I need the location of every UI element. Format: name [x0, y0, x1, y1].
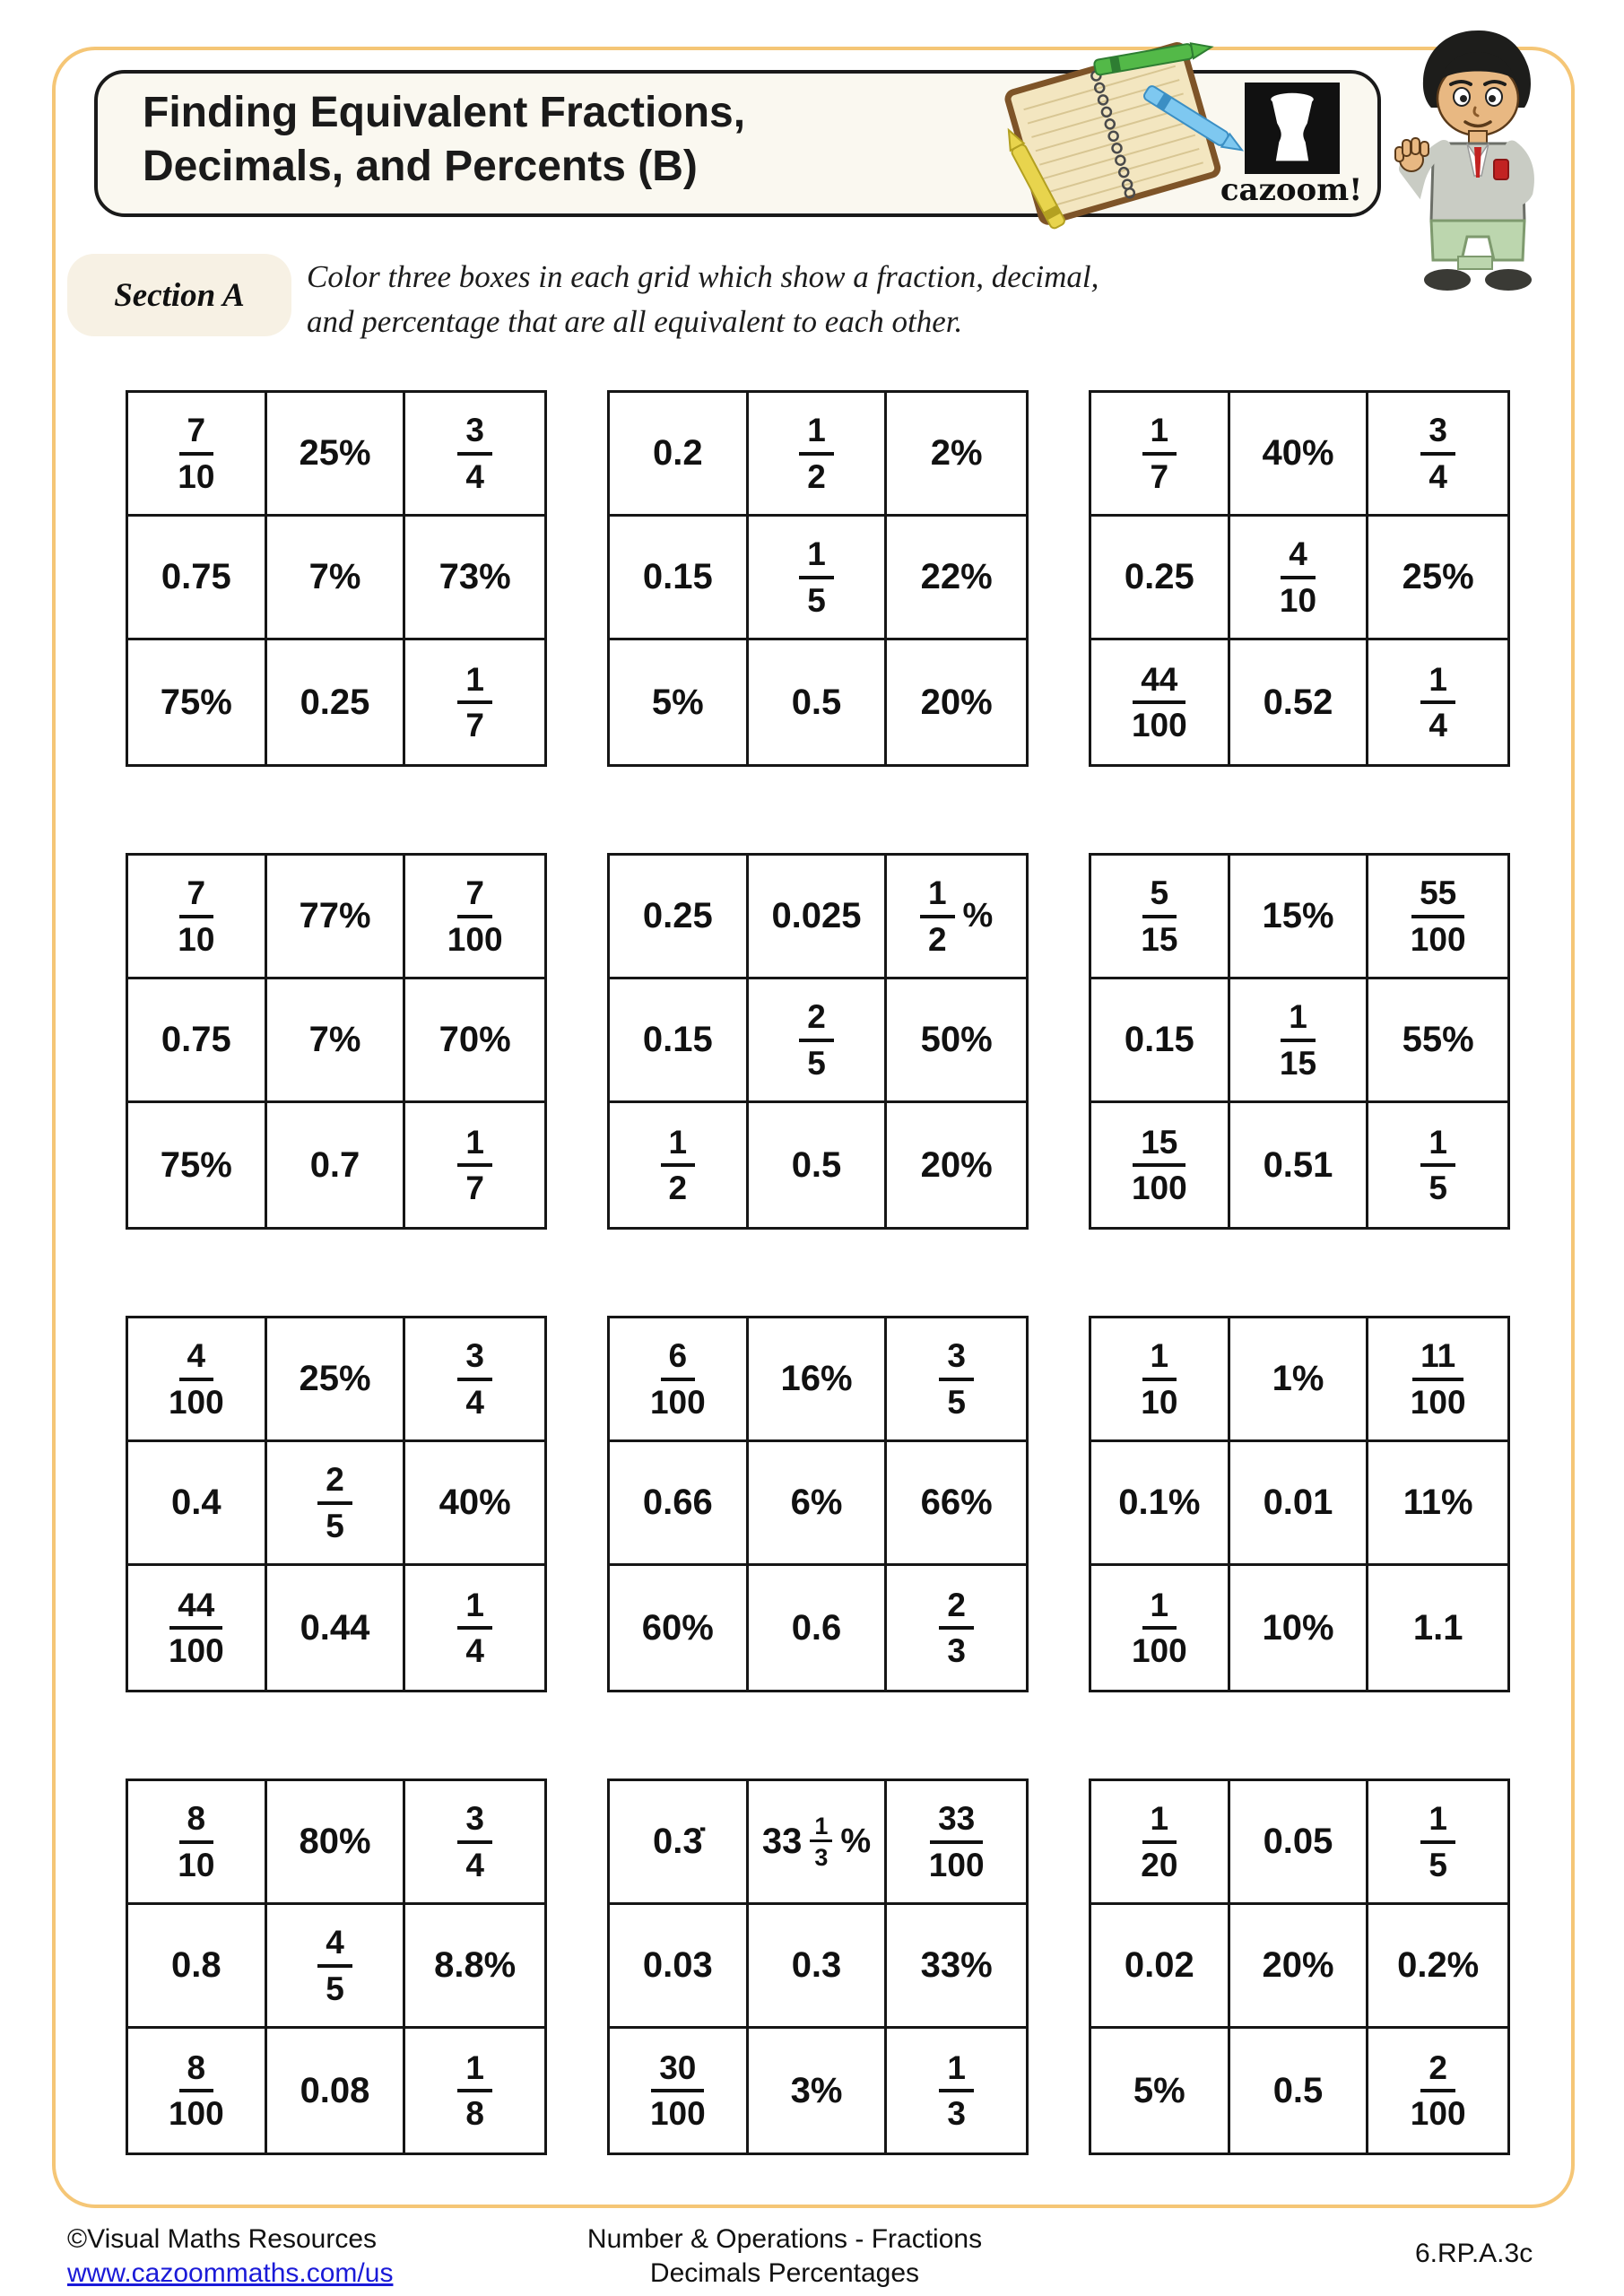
fraction-value: $\frac{1}{7}$ [457, 661, 492, 744]
fraction-value: $\frac{2}{3}$ [939, 1587, 974, 1670]
fraction-value: $\frac{1}{3}$ [939, 2049, 974, 2133]
grid-1-cell-8[interactable] [267, 640, 406, 764]
cell-value: 3% [790, 2070, 843, 2110]
grid-10-cell-4[interactable] [128, 1905, 267, 2029]
grid-2-cell-9[interactable] [887, 640, 1026, 764]
fraction-value: $\frac{33}{100}$ [928, 1800, 985, 1883]
grid-6-cell-5[interactable] [1230, 979, 1369, 1103]
grid-11-cell-8[interactable] [749, 2029, 888, 2152]
equivalence-grid-11 [607, 1779, 1029, 2155]
cell-value: 60% [641, 1607, 714, 1648]
footer-topic [498, 2222, 1072, 2290]
grid-11-cell-6[interactable] [887, 1905, 1026, 2029]
cell-value: 8.8% [434, 1945, 517, 1985]
grid-6-cell-1[interactable] [1091, 856, 1230, 979]
grid-1-cell-9[interactable] [405, 640, 544, 764]
cell-value: 40% [1262, 433, 1334, 473]
cell-value: 40% [439, 1483, 511, 1522]
fraction-value: $\frac{7}{10}$ [178, 412, 215, 495]
grid-12-cell-9[interactable] [1368, 2029, 1507, 2152]
grid-5-cell-3[interactable] [887, 856, 1026, 979]
cazoom-logo-icon [1245, 83, 1340, 174]
grid-10-cell-2[interactable] [267, 1781, 406, 1905]
grid-8-cell-2[interactable] [749, 1318, 888, 1442]
grid-6-cell-9[interactable] [1368, 1103, 1507, 1227]
fraction-value: $\frac{3}{4}$ [457, 1800, 492, 1883]
cell-value: 0.3 [791, 1945, 842, 1985]
website-link[interactable]: www.cazoommaths.com/us [67, 2257, 394, 2288]
cell-value: 0.15 [642, 557, 713, 596]
grid-8-cell-8[interactable] [749, 1566, 888, 1690]
cell-value: 1% [1272, 1359, 1324, 1398]
grid-6-cell-7[interactable] [1091, 1103, 1230, 1227]
fraction-value: $\frac{2}{5}$ [799, 998, 834, 1082]
equivalence-grid-1 [126, 390, 547, 767]
grid-9-cell-2[interactable] [1230, 1318, 1369, 1442]
equivalence-grid-5 [607, 853, 1029, 1230]
grid-5-cell-8[interactable] [749, 1103, 888, 1227]
fraction-value: $\frac{8}{100}$ [168, 2048, 224, 2132]
grid-4-cell-1[interactable] [128, 856, 267, 979]
grid-9-cell-1[interactable] [1091, 1318, 1230, 1442]
grid-2-cell-3[interactable] [887, 393, 1026, 517]
cell-value: 7% [308, 557, 361, 596]
cell-value: 6% [790, 1483, 843, 1522]
grids [126, 390, 1510, 2155]
fraction-value: $\frac{1}{7}$ [1142, 412, 1177, 495]
grid-12-cell-7[interactable] [1091, 2029, 1230, 2152]
grid-4-cell-4[interactable] [128, 979, 267, 1103]
page-title [143, 86, 745, 195]
grid-6-cell-4[interactable] [1091, 979, 1230, 1103]
grid-8-cell-5[interactable] [749, 1442, 888, 1566]
cell-value: 0.025 [771, 896, 862, 935]
cell-value: 33 $\frac{1}{3}$ % [761, 1812, 872, 1871]
cell-value: 0.66 [642, 1483, 713, 1522]
cell-value: 25% [299, 1359, 371, 1398]
fraction-value: $\frac{3}{5}$ [939, 1337, 974, 1421]
cell-value: 0.03 [642, 1945, 713, 1985]
fraction-value: $\frac{7}{10}$ [178, 874, 215, 958]
fraction-value: $\frac{1}{5}$ [1420, 1124, 1455, 1207]
page-title-line2: Decimals, and Percents (B) [143, 143, 698, 191]
cell-value: 15% [1262, 896, 1334, 935]
cell-value: 0.75 [161, 557, 231, 596]
fraction-value: $\frac{1}{15}$ [1279, 998, 1317, 1082]
cell-value: 73% [439, 557, 511, 596]
cell-value: 0.6 [791, 1607, 842, 1648]
fraction-value: $\frac{1}{8}$ [457, 2049, 492, 2133]
grid-5-cell-6[interactable] [887, 979, 1026, 1103]
equivalence-grid-2 [607, 390, 1029, 767]
grid-1-cell-6[interactable] [405, 517, 544, 640]
equivalence-grid-7 [126, 1316, 547, 1692]
cell-value: 33% [920, 1945, 993, 1985]
cell-value: 25% [299, 433, 371, 473]
grid-9-cell-4[interactable] [1091, 1442, 1230, 1566]
fraction-value: $\frac{3}{4}$ [457, 1337, 492, 1421]
grid-5-cell-2[interactable] [749, 856, 888, 979]
copyright-text: ©Visual Maths Resources [67, 2224, 378, 2254]
grid-8-cell-1[interactable] [610, 1318, 749, 1442]
footer-topic-line2: Decimals Percentages [649, 2257, 920, 2288]
equivalence-grid-12 [1089, 1779, 1510, 2155]
grid-6-cell-3[interactable] [1368, 856, 1507, 979]
grid-11-cell-4[interactable] [610, 1905, 749, 2029]
cell-value: 16% [780, 1359, 853, 1398]
fraction-value: $\frac{1}{7}$ [457, 1124, 492, 1207]
cell-value: 11% [1403, 1483, 1473, 1522]
cell-value: 0.51 [1263, 1144, 1333, 1185]
fraction-value: $\frac{30}{100}$ [649, 2048, 706, 2132]
grid-3-cell-3[interactable] [1368, 393, 1507, 517]
fraction-value: $\frac{4}{10}$ [1279, 535, 1317, 619]
cell-value: 66% [920, 1483, 993, 1522]
grid-12-cell-6[interactable] [1368, 1905, 1507, 2029]
fraction-value: $\frac{44}{100}$ [168, 1586, 224, 1669]
fraction-value: $\frac{1}{4}$ [457, 1587, 492, 1670]
fraction-value: $\frac{11}{100}$ [1410, 1337, 1466, 1421]
grid-5-cell-1[interactable] [610, 856, 749, 979]
cell-value: 0.3̇ [653, 1822, 703, 1861]
cell-value: 0.5 [1272, 2070, 1324, 2110]
grid-9-cell-9[interactable] [1368, 1566, 1507, 1690]
cell-value: 0.4 [171, 1483, 221, 1522]
fraction-value: $\frac{1}{5}$ [799, 535, 834, 619]
grid-3-cell-7[interactable] [1091, 640, 1230, 764]
grid-10-cell-3[interactable] [405, 1781, 544, 1905]
grid-2-cell-6[interactable] [887, 517, 1026, 640]
grid-5-cell-5[interactable] [749, 979, 888, 1103]
boy-mascot-illustration [1388, 25, 1568, 299]
grid-10-cell-9[interactable] [405, 2029, 544, 2152]
fraction-value: $\frac{1}{10}$ [1141, 1337, 1178, 1421]
section-a-label: Section A [114, 276, 245, 314]
cell-value: 0.5 [791, 1144, 842, 1185]
grid-8-cell-3[interactable] [887, 1318, 1026, 1442]
grid-10-cell-6[interactable] [405, 1905, 544, 2029]
cell-value: 7% [308, 1020, 361, 1059]
cell-value: 0.15 [1124, 1020, 1194, 1059]
instruction-text [307, 255, 1311, 344]
grid-10-cell-1[interactable] [128, 1781, 267, 1905]
grid-7-cell-4[interactable] [128, 1442, 267, 1566]
grid-4-cell-8[interactable] [267, 1103, 406, 1227]
cell-value: 5% [651, 682, 704, 722]
cell-value: 80% [299, 1822, 371, 1861]
grid-3-cell-6[interactable] [1368, 517, 1507, 640]
standard-code: 6.RP.A.3c [1415, 2239, 1533, 2268]
cell-value: 75% [160, 682, 232, 722]
grid-4-cell-9[interactable] [405, 1103, 544, 1227]
grid-5-cell-4[interactable] [610, 979, 749, 1103]
section-a-badge [67, 254, 291, 336]
grid-7-cell-3[interactable] [405, 1318, 544, 1442]
grid-11-cell-2[interactable] [749, 1781, 888, 1905]
grid-4-cell-7[interactable] [128, 1103, 267, 1227]
fraction-value: $\frac{6}{100}$ [649, 1337, 706, 1421]
cell-value: 0.75 [161, 1020, 231, 1059]
instruction-line1: Color three boxes in each grid which show a fraction, decimal, [307, 259, 1099, 294]
grid-7-cell-7[interactable] [128, 1566, 267, 1690]
grid-12-cell-4[interactable] [1091, 1905, 1230, 2029]
cell-value: 1.1 [1412, 1607, 1463, 1648]
grid-3-cell-8[interactable] [1230, 640, 1369, 764]
cell-value: $\frac{1}{2}$ % [920, 874, 993, 958]
cell-value: 0.44 [300, 1607, 370, 1648]
grid-8-cell-4[interactable] [610, 1442, 749, 1566]
grid-11-cell-3[interactable] [887, 1781, 1026, 1905]
grid-10-cell-7[interactable] [128, 2029, 267, 2152]
grid-1-cell-3[interactable] [405, 393, 544, 517]
cell-value: 77% [299, 896, 371, 935]
cell-value: 0.5 [791, 682, 842, 722]
cell-value: 2% [930, 433, 983, 473]
fraction-value: $\frac{1}{2}$ [920, 874, 955, 958]
grid-8-cell-7[interactable] [610, 1566, 749, 1690]
grid-2-cell-5[interactable] [749, 517, 888, 640]
cazoom-logo-text: cazoom! [1220, 172, 1363, 208]
fraction-value: $\frac{8}{10}$ [178, 1800, 215, 1883]
cell-value: 10% [1262, 1607, 1334, 1648]
grid-3-cell-1[interactable] [1091, 393, 1230, 517]
fraction-value: $\frac{1}{4}$ [1420, 661, 1455, 744]
grid-7-cell-2[interactable] [267, 1318, 406, 1442]
cell-value: 0.2 [653, 433, 703, 473]
fraction-value: $\frac{1}{5}$ [1420, 1800, 1455, 1883]
grid-5-cell-7[interactable] [610, 1103, 749, 1227]
cell-value: 75% [160, 1144, 232, 1185]
grid-9-cell-6[interactable] [1368, 1442, 1507, 1566]
cell-value: 50% [920, 1020, 993, 1059]
cell-value: 0.25 [642, 896, 713, 935]
cell-value: 55% [1402, 1020, 1474, 1059]
grid-10-cell-5[interactable] [267, 1905, 406, 2029]
grid-11-cell-7[interactable] [610, 2029, 749, 2152]
cell-value: 0.02 [1124, 1945, 1194, 1985]
cell-value: 22% [920, 557, 993, 596]
cell-value: 5% [1133, 2070, 1185, 2110]
grid-12-cell-3[interactable] [1368, 1781, 1507, 1905]
footer-left [67, 2222, 393, 2290]
grid-4-cell-5[interactable] [267, 979, 406, 1103]
equivalence-grid-9 [1089, 1316, 1510, 1692]
grid-1-cell-7[interactable] [128, 640, 267, 764]
grid-12-cell-1[interactable] [1091, 1781, 1230, 1905]
equivalence-grid-4 [126, 853, 547, 1230]
grid-8-cell-9[interactable] [887, 1566, 1026, 1690]
equivalence-grid-3 [1089, 390, 1510, 767]
fraction-value: $\frac{2}{5}$ [317, 1461, 352, 1544]
cell-value: 0.52 [1263, 682, 1333, 722]
grid-2-cell-7[interactable] [610, 640, 749, 764]
grid-1-cell-2[interactable] [267, 393, 406, 517]
grid-11-cell-1[interactable] [610, 1781, 749, 1905]
grid-7-cell-1[interactable] [128, 1318, 267, 1442]
grid-4-cell-2[interactable] [267, 856, 406, 979]
fraction-value: $\frac{1}{3}$ [810, 1813, 832, 1871]
grid-3-cell-5[interactable] [1230, 517, 1369, 640]
fraction-value: $\frac{5}{15}$ [1141, 874, 1178, 958]
grid-2-cell-1[interactable] [610, 393, 749, 517]
grid-1-cell-5[interactable] [267, 517, 406, 640]
footer-topic-line1: Number & Operations - Fractions [586, 2224, 983, 2254]
grid-3-cell-2[interactable] [1230, 393, 1369, 517]
grid-7-cell-9[interactable] [405, 1566, 544, 1690]
grid-2-cell-8[interactable] [749, 640, 888, 764]
equivalence-grid-10 [126, 1779, 547, 2155]
cell-value: 25% [1402, 557, 1474, 596]
cell-value: 0.2% [1397, 1945, 1480, 1985]
cell-value: 0.8 [171, 1945, 221, 1985]
cell-value: 20% [1262, 1945, 1334, 1985]
fraction-value: $\frac{7}{100}$ [447, 874, 503, 958]
fraction-value: $\frac{4}{5}$ [317, 1924, 352, 2007]
cell-value: 0.1% [1118, 1483, 1201, 1522]
grid-2-cell-4[interactable] [610, 517, 749, 640]
grid-9-cell-5[interactable] [1230, 1442, 1369, 1566]
cell-value: 0.08 [300, 2070, 370, 2110]
fraction-value: $\frac{55}{100}$ [1410, 874, 1466, 958]
cell-value: 0.05 [1263, 1822, 1333, 1861]
grid-3-cell-9[interactable] [1368, 640, 1507, 764]
grid-12-cell-5[interactable] [1230, 1905, 1369, 2029]
page-title-line1: Finding Equivalent Fractions, [143, 89, 746, 136]
grid-7-cell-8[interactable] [267, 1566, 406, 1690]
notebook-crayons-illustration [977, 32, 1246, 234]
grid-9-cell-7[interactable] [1091, 1566, 1230, 1690]
grid-11-cell-5[interactable] [749, 1905, 888, 2029]
equivalence-grid-8 [607, 1316, 1029, 1692]
fraction-value: $\frac{44}{100}$ [1131, 660, 1187, 744]
cell-value: 20% [920, 682, 993, 722]
equivalence-grid-6 [1089, 853, 1510, 1230]
fraction-value: $\frac{15}{100}$ [1131, 1123, 1187, 1206]
grid-7-cell-5[interactable] [267, 1442, 406, 1566]
cell-value: 0.25 [1124, 557, 1194, 596]
grid-7-cell-6[interactable] [405, 1442, 544, 1566]
fraction-value: $\frac{4}{100}$ [168, 1337, 224, 1421]
fraction-value: $\frac{1}{100}$ [1131, 1586, 1187, 1669]
grid-1-cell-1[interactable] [128, 393, 267, 517]
grid-3-cell-4[interactable] [1091, 517, 1230, 640]
cell-value: 70% [439, 1020, 511, 1059]
fraction-value: $\frac{1}{20}$ [1141, 1800, 1178, 1883]
cell-value: 0.7 [309, 1144, 360, 1185]
grid-8-cell-6[interactable] [887, 1442, 1026, 1566]
cell-value: 0.01 [1263, 1483, 1333, 1522]
grid-2-cell-2[interactable] [749, 393, 888, 517]
grid-11-cell-9[interactable] [887, 2029, 1026, 2152]
fraction-value: $\frac{1}{2}$ [799, 412, 834, 495]
grid-4-cell-3[interactable] [405, 856, 544, 979]
grid-6-cell-2[interactable] [1230, 856, 1369, 979]
grid-1-cell-4[interactable] [128, 517, 267, 640]
cell-value: 20% [920, 1144, 993, 1185]
fraction-value: $\frac{2}{100}$ [1410, 2048, 1466, 2132]
cell-value: 0.15 [642, 1020, 713, 1059]
fraction-value: $\frac{3}{4}$ [1420, 412, 1455, 495]
grid-9-cell-8[interactable] [1230, 1566, 1369, 1690]
grid-12-cell-8[interactable] [1230, 2029, 1369, 2152]
grid-10-cell-8[interactable] [267, 2029, 406, 2152]
cell-value: 0.25 [300, 682, 370, 722]
grid-12-cell-2[interactable] [1230, 1781, 1369, 1905]
instruction-line2: and percentage that are all equivalent to each other. [307, 304, 963, 340]
grid-6-cell-8[interactable] [1230, 1103, 1369, 1227]
fraction-value: $\frac{3}{4}$ [457, 412, 492, 495]
grid-4-cell-6[interactable] [405, 979, 544, 1103]
grid-9-cell-3[interactable] [1368, 1318, 1507, 1442]
grid-5-cell-9[interactable] [887, 1103, 1026, 1227]
grid-6-cell-6[interactable] [1368, 979, 1507, 1103]
fraction-value: $\frac{1}{2}$ [661, 1124, 696, 1207]
